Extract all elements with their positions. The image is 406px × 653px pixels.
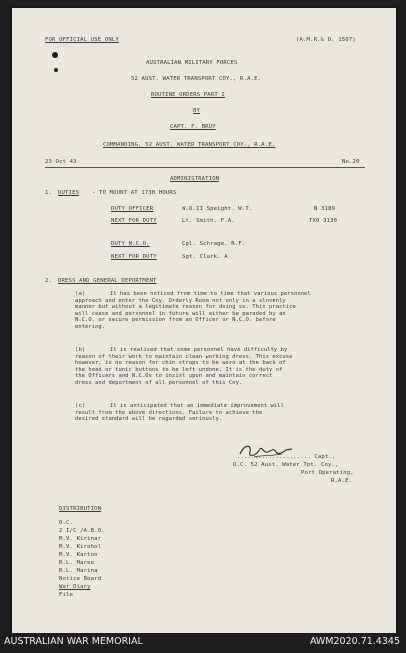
duty-role: DUTY OFFICER [111, 206, 154, 212]
classification: FOR OFFICIAL USE ONLY [45, 37, 119, 43]
item-2-number: 2. [45, 278, 53, 284]
officer-name: CAPT. F. BRUY [170, 124, 216, 130]
item-2-title: DRESS AND GENERAL DEPORTMENT [58, 278, 157, 284]
distribution-title: DISTRIBUTION [59, 506, 102, 512]
signature-corps: R.A.E. [331, 478, 353, 484]
para-a-text: It has been noticed from time to time that various personnel approach and enter the Coy. Orderly Room not only in a slovenly manner but without a legitimate reason for doing so. This practice will cease and personnel in future will either be paraded by an N.C.O. or secure permission from an Officer or N.C.O. before entering. [75, 291, 311, 330]
para-c-label: (c) [75, 403, 86, 409]
distribution-item: M.V. Karton [59, 552, 98, 558]
signature-title: O.C. 52 Aust. Water Tpt. Coy., [233, 462, 339, 468]
duty-name: W.O.II Speight. W.T. [182, 206, 253, 212]
duty-role: DUTY N.C.O. [111, 241, 150, 247]
para-b-label: (b) [75, 347, 86, 353]
distribution-item: O.C. [59, 520, 74, 526]
item-1-number: 1. [45, 190, 53, 196]
duty-name: Cpl. Schrage. R.F. [182, 241, 246, 247]
duty-role: NEXT FOR DUTY [111, 218, 157, 224]
footer-institution: AUSTRALIAN WAR MEMORIAL [4, 636, 143, 647]
section-administration: ADMINISTRATION [170, 176, 220, 182]
distribution-item: M.V. Kirohol [59, 544, 102, 550]
para-a-label: (a) [75, 291, 86, 297]
duty-name: Lt. Smith. F.A. [182, 218, 235, 224]
unit-heading: 52 AUST. WATER TRANSPORT COY., R.A.E. [131, 76, 262, 82]
orders-title: ROUTINE ORDERS PART I [151, 92, 225, 98]
duty-number: TX0 3130 [309, 218, 338, 224]
para-b-text: It is realised that some personnel have difficulty by reason of their work to maintain clean working dress. This excuse however, is no reason for chin straps to be worn at the back of the head or tunic buttons to be left undone. It is the duty of the Officers and N.C.Os to insist upon and maintain correct dress and deportment of all personnel of this Coy. [75, 347, 293, 386]
punch-hole [52, 52, 58, 58]
duty-role: NEXT FOR DUTY [111, 254, 157, 260]
item-1-title: DUTIES [58, 190, 80, 196]
document-page [12, 8, 396, 633]
reference: (A.M.R.& O. 1507) [296, 37, 356, 43]
footer-bar [0, 633, 406, 653]
signature-line: ..................... Capt., [237, 454, 336, 460]
distribution-item: War Diary [59, 584, 91, 590]
distribution-item: Notice Board [59, 576, 102, 582]
force-heading: AUSTRALIAN MILITARY FORCES [146, 60, 238, 66]
distribution-item: File [59, 592, 74, 598]
footer-accession-id: AWM2020.71.4345 [309, 636, 400, 647]
order-number: No.20 [342, 159, 360, 165]
by-line: BY [193, 108, 201, 114]
duty-number: N 3189 [314, 206, 336, 212]
signature-division: Port Operating, [301, 470, 354, 476]
order-date: 23 Oct 43 [45, 159, 77, 165]
item-1-subtitle: - TO MOUNT AT 1730 HOURS [92, 190, 177, 196]
duty-name: Sgt. Clark. A [182, 254, 228, 260]
distribution-item: 2 I/C /A.B.O. [59, 528, 105, 534]
commanding-line: COMMANDING, 52 AUST. WATER TRANSPORT COY., R.A.E. [103, 142, 276, 148]
para-c-text: It is anticipated that an immediate improvement will result from the above directions. Failure to achieve the desired standard will be regarded seriously. [75, 403, 284, 423]
distribution-item: R.L. Maree [59, 560, 95, 566]
distribution-item: R.L. Marina [59, 568, 98, 574]
punch-hole [54, 68, 58, 72]
header-rule [45, 167, 365, 168]
distribution-item: M.V. Kirinar [59, 536, 102, 542]
